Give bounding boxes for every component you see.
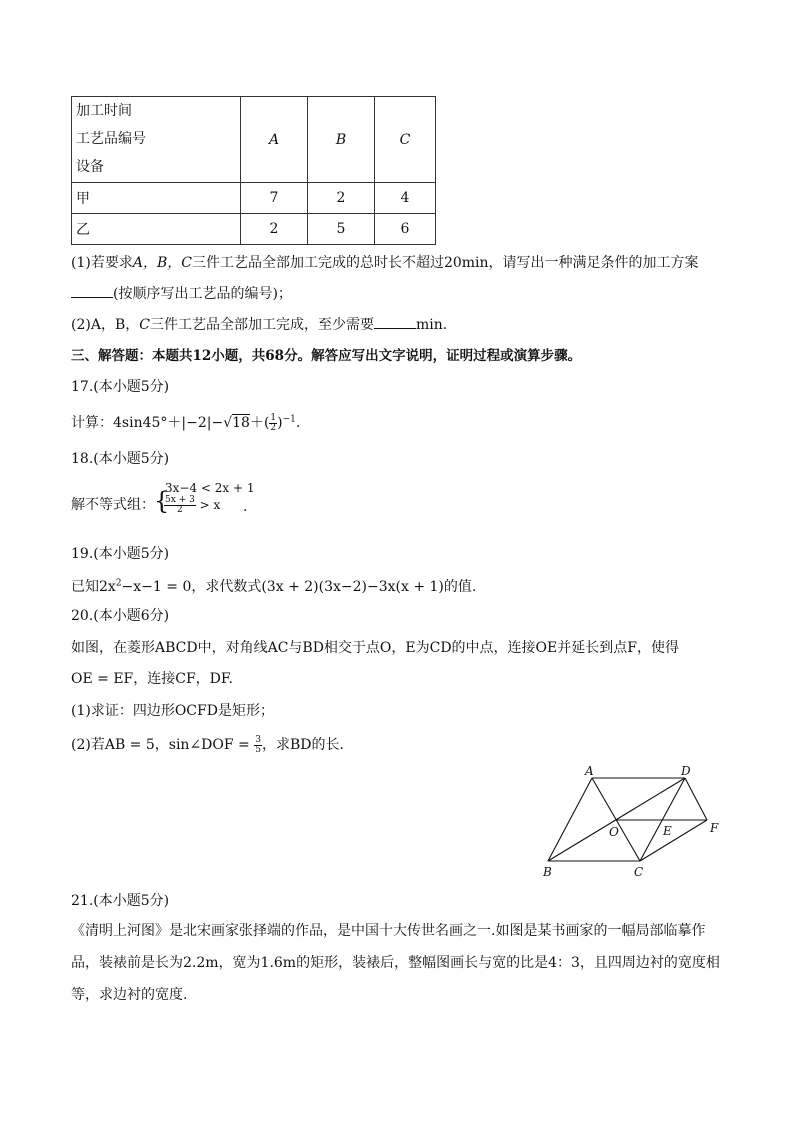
q21-line3: 等，求边衬的宽度.	[71, 987, 188, 1003]
q20-title: 20.(本小题6分)	[71, 608, 170, 624]
q17-title: 17.(本小题5分)	[71, 379, 170, 395]
q20-line2: OE = EF，连接CF，DF.	[71, 671, 233, 687]
q21-title: 21.(本小题5分)	[71, 893, 170, 909]
inequality-1: 3x−4 < 2x + 1	[165, 481, 255, 495]
segment-cf	[640, 820, 707, 861]
q18-end: .	[243, 499, 248, 515]
q19-title: 19.(本小题5分)	[71, 546, 170, 562]
header-line: 加工时间	[76, 103, 132, 119]
table-cell: 2	[308, 183, 375, 214]
table-cell: 4	[375, 183, 436, 214]
q17-text: ＋(	[249, 415, 270, 431]
table-cell: 5	[308, 214, 375, 245]
point-label-a: A	[585, 764, 594, 778]
sqrt-symbol: √	[223, 415, 233, 431]
q20-part2-pre: (2)若AB = 5，sin∠DOF =	[71, 737, 255, 753]
inequality-2	[164, 496, 220, 515]
q20-part2-post: ，求BD的长.	[261, 737, 344, 753]
q16-part2-unit: min.	[415, 317, 448, 333]
brace-icon: {	[154, 487, 170, 515]
q18-label: 解不等式组：	[71, 497, 155, 513]
q20-part1: (1)求证：四边形OCFD是矩形；	[71, 703, 274, 719]
q17-expression	[71, 412, 300, 433]
q16-part1-letters: A，B，C	[132, 255, 192, 271]
q16-part2-letter: C	[139, 317, 150, 333]
point-label-f: F	[710, 821, 719, 835]
answer-blank	[374, 316, 416, 329]
q21-line1: 《清明上河图》是北宋画家张择端的作品，是中国十大传世名画之一.如图是某书画家的一幅局部临摹作	[71, 923, 706, 939]
side-ab	[548, 778, 592, 861]
frac-den: 2	[270, 422, 277, 433]
exponent: −1	[282, 414, 296, 425]
processing-time-table	[71, 96, 436, 245]
point-label-c: C	[634, 865, 644, 879]
fraction-5x3-over-2	[164, 496, 196, 515]
q16-part1-line1	[71, 252, 699, 272]
q16-part1-prefix: (1)若要求	[71, 255, 133, 271]
point-label-e: E	[663, 824, 672, 838]
frac-num: 3	[255, 734, 261, 745]
q20-line1: 如图，在菱形ABCD中，对角线AC与BD相交于点O，E为CD的中点，连接OE并延长到点F，使得	[71, 640, 679, 656]
q17-end: .	[295, 415, 301, 431]
point-label-d: D	[681, 764, 691, 778]
q16-part2-text: 三件工艺品全部加工完成，至少需要	[149, 317, 374, 333]
header-line: 设备	[76, 159, 104, 175]
exponent: 2	[115, 578, 122, 589]
q19-post: −x−1 = 0，求代数式(3x + 2)(3x−2)−3x(x + 1)的值.	[121, 579, 477, 595]
q16-part1-text: 三件工艺品全部加工完成的总时长不超过20min，请写出一种满足条件的加工方案	[191, 255, 699, 271]
q17-text: )	[277, 415, 283, 431]
table-header-cell	[72, 97, 241, 183]
q16-part2	[71, 314, 447, 334]
column-header-a: A	[241, 97, 308, 183]
column-header-b: B	[308, 97, 375, 183]
frac-num: 1	[270, 412, 277, 423]
fraction-one-half	[269, 414, 277, 433]
point-label-o: O	[609, 825, 619, 839]
answer-blank	[71, 285, 113, 298]
point-label-b: B	[543, 865, 552, 879]
frac-den: 2	[177, 505, 183, 515]
table-cell: 2	[241, 214, 308, 245]
q16-part1-line2	[71, 283, 292, 303]
q20-part2	[71, 734, 344, 755]
q16-part1-note: (按顺序写出工艺品的编号)；	[113, 286, 292, 302]
q19-text	[71, 576, 476, 596]
table-cell: 6	[375, 214, 436, 245]
q18-title: 18.(本小题5分)	[71, 451, 170, 467]
fraction-three-fifths	[254, 736, 262, 755]
inequality-2-tail: > x	[199, 498, 221, 512]
q21-line2: 品，装裱前是长为2.2m，宽为1.6m的矩形，装裱后，整幅图画长与宽的比是4：3，且四周边衬的宽度相	[71, 955, 720, 971]
column-header-c: C	[375, 97, 436, 183]
frac-den: 5	[255, 744, 261, 755]
q16-part2-prefix: (2)A，B，	[71, 317, 140, 333]
frac-num: 5x + 3	[165, 495, 195, 505]
table-cell: 7	[241, 183, 308, 214]
q19-pre: 已知2x	[71, 579, 116, 595]
sqrt-radicand: 18	[232, 415, 250, 431]
rhombus-figure	[530, 760, 730, 885]
row-label-yi: 乙	[72, 214, 241, 245]
section-heading: 三、解答题：本题共12小题，共68分。解答应写出文字说明，证明过程或演算步骤。	[71, 348, 582, 364]
segment-df	[685, 778, 707, 820]
row-label-jia: 甲	[72, 183, 241, 214]
q17-text: 计算：4sin45°＋|−2|−	[71, 415, 224, 431]
header-line: 工艺品编号	[76, 131, 146, 147]
